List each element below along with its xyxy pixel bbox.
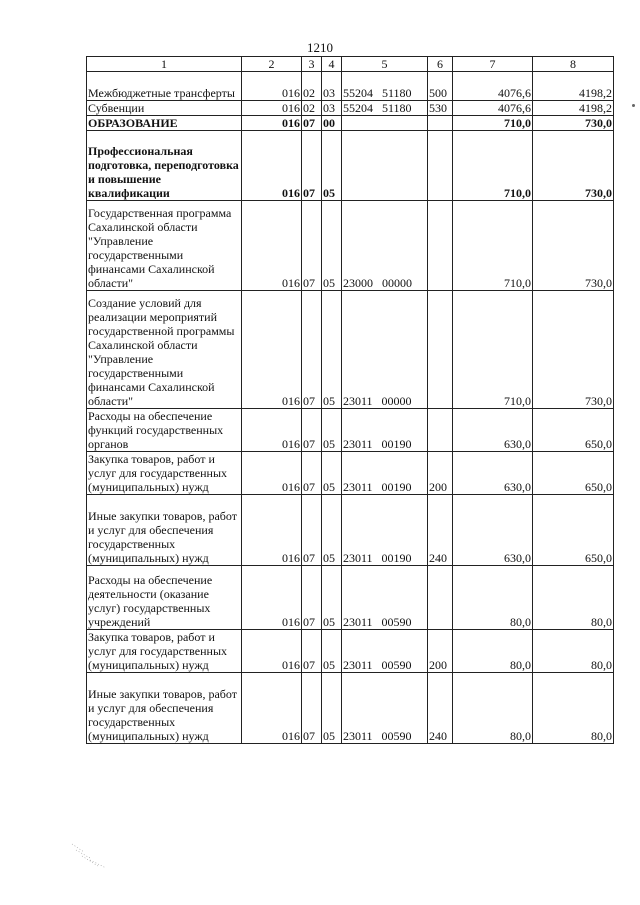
row-name-cell: Расходы на обеспечение функций государственных органов — [87, 409, 242, 452]
row-value-year2: 80,0 — [533, 630, 614, 673]
table-row — [87, 72, 614, 101]
row-ved-cell: 016 — [242, 409, 302, 452]
row-csr-cell: 23011 00590 — [342, 673, 428, 744]
row-value-year1: 4076,6 — [453, 101, 533, 116]
row-value-year1: 80,0 — [453, 630, 533, 673]
row-csr-cell: 23011 00190 — [342, 409, 428, 452]
row-pr-cell: 05 — [322, 409, 342, 452]
scan-artifact — [70, 840, 110, 870]
row-value-year2: 730,0 — [533, 116, 614, 131]
row-ved-cell: 016 — [242, 673, 302, 744]
row-value-year2: 4198,2 — [533, 72, 614, 101]
row-value-year2: 80,0 — [533, 566, 614, 630]
row-value-year2: 730,0 — [533, 201, 614, 291]
row-value-year1: 710,0 — [453, 116, 533, 131]
row-vr-cell — [428, 291, 453, 409]
row-pr-cell: 05 — [322, 495, 342, 566]
row-vr-cell: 200 — [428, 452, 453, 495]
row-csr-cell: 55204 51180 — [342, 101, 428, 116]
header-row — [87, 57, 614, 72]
row-ved-cell: 016 — [242, 201, 302, 291]
row-name-cell: Профессиональная подготовка, переподготовка и повышение квалификации — [87, 131, 242, 201]
row-csr-cell — [342, 131, 428, 201]
row-value-year1: 80,0 — [453, 673, 533, 744]
row-csr-cell: 23011 00590 — [342, 566, 428, 630]
row-ved-cell: 016 — [242, 566, 302, 630]
row-pr-cell: 05 — [322, 291, 342, 409]
header-cell: 8 — [533, 57, 614, 72]
row-value-year2: 80,0 — [533, 673, 614, 744]
row-value-year1: 710,0 — [453, 131, 533, 201]
row-value-year1: 630,0 — [453, 452, 533, 495]
row-value-year1: 630,0 — [453, 495, 533, 566]
row-value-year1: 710,0 — [453, 291, 533, 409]
table-row — [87, 495, 614, 566]
row-ved-cell: 016 — [242, 116, 302, 131]
row-name-cell: ОБРАЗОВАНИЕ — [87, 116, 242, 131]
row-ved-cell: 016 — [242, 630, 302, 673]
row-csr-cell: 23011 00190 — [342, 495, 428, 566]
page-number: 1210 — [307, 40, 333, 55]
row-name-cell: Иные закупки товаров, работ и услуг для обеспечения государственных (муниципальных) нужд — [87, 495, 242, 566]
row-pr-cell: 03 — [322, 72, 342, 101]
row-value-year1: 710,0 — [453, 201, 533, 291]
row-name-cell: Государственная программа Сахалинской области "Управление государственными финансами Сахалинской области" — [87, 201, 242, 291]
scan-dot — [632, 104, 635, 107]
row-value-year2: 4198,2 — [533, 101, 614, 116]
table-row — [87, 101, 614, 116]
row-value-year2: 650,0 — [533, 452, 614, 495]
row-vr-cell — [428, 116, 453, 131]
row-name-cell: Закупка товаров, работ и услуг для государственных (муниципальных) нужд — [87, 452, 242, 495]
row-name-cell: Иные закупки товаров, работ и услуг для обеспечения государственных (муниципальных) нужд — [87, 673, 242, 744]
table-row — [87, 116, 614, 131]
row-pr-cell: 03 — [322, 101, 342, 116]
row-vr-cell — [428, 131, 453, 201]
row-ved-cell: 016 — [242, 291, 302, 409]
table-row — [87, 291, 614, 409]
row-value-year2: 650,0 — [533, 409, 614, 452]
row-vr-cell: 500 — [428, 72, 453, 101]
table-row — [87, 566, 614, 630]
row-name-cell: Закупка товаров, работ и услуг для государственных (муниципальных) нужд — [87, 630, 242, 673]
table-row — [87, 201, 614, 291]
row-rz-cell: 02 — [302, 72, 322, 101]
row-rz-cell: 07 — [302, 673, 322, 744]
row-csr-cell: 23011 00590 — [342, 630, 428, 673]
table-row — [87, 630, 614, 673]
row-rz-cell: 07 — [302, 495, 322, 566]
row-csr-cell: 23011 00000 — [342, 291, 428, 409]
row-pr-cell: 05 — [322, 131, 342, 201]
row-rz-cell: 07 — [302, 291, 322, 409]
row-vr-cell: 240 — [428, 495, 453, 566]
header-cell: 4 — [322, 57, 342, 72]
row-rz-cell: 07 — [302, 452, 322, 495]
row-rz-cell: 07 — [302, 201, 322, 291]
row-pr-cell: 05 — [322, 673, 342, 744]
row-vr-cell: 240 — [428, 673, 453, 744]
row-pr-cell: 05 — [322, 566, 342, 630]
row-pr-cell: 05 — [322, 630, 342, 673]
row-pr-cell: 05 — [322, 452, 342, 495]
row-csr-cell: 55204 51180 — [342, 72, 428, 101]
row-rz-cell: 07 — [302, 409, 322, 452]
row-pr-cell: 00 — [322, 116, 342, 131]
row-vr-cell: 530 — [428, 101, 453, 116]
row-csr-cell: 23000 00000 — [342, 201, 428, 291]
row-name-cell: Межбюджетные трансферты — [87, 72, 242, 101]
row-name-cell: Субвенции — [87, 101, 242, 116]
row-ved-cell: 016 — [242, 452, 302, 495]
table-row — [87, 452, 614, 495]
row-rz-cell: 02 — [302, 101, 322, 116]
table-row — [87, 131, 614, 201]
header-cell: 5 — [342, 57, 428, 72]
row-csr-cell: 23011 00190 — [342, 452, 428, 495]
row-value-year2: 730,0 — [533, 131, 614, 201]
header-cell: 2 — [242, 57, 302, 72]
row-value-year1: 630,0 — [453, 409, 533, 452]
header-cell: 3 — [302, 57, 322, 72]
row-vr-cell — [428, 201, 453, 291]
row-name-cell: Расходы на обеспечение деятельности (оказание услуг) государственных учреждений — [87, 566, 242, 630]
row-ved-cell: 016 — [242, 72, 302, 101]
row-pr-cell: 05 — [322, 201, 342, 291]
row-vr-cell — [428, 566, 453, 630]
row-ved-cell: 016 — [242, 131, 302, 201]
table-row — [87, 673, 614, 744]
row-name-cell: Создание условий для реализации мероприятий государственной программы Сахалинской области "Управление государственными финансами Сахалинской области" — [87, 291, 242, 409]
header-cell: 1 — [87, 57, 242, 72]
row-rz-cell: 07 — [302, 131, 322, 201]
header-cell: 6 — [428, 57, 453, 72]
row-vr-cell — [428, 409, 453, 452]
row-value-year2: 730,0 — [533, 291, 614, 409]
row-rz-cell: 07 — [302, 630, 322, 673]
row-rz-cell: 07 — [302, 116, 322, 131]
row-csr-cell — [342, 116, 428, 131]
row-value-year2: 650,0 — [533, 495, 614, 566]
row-vr-cell: 200 — [428, 630, 453, 673]
budget-table — [86, 56, 614, 744]
row-value-year1: 4076,6 — [453, 72, 533, 101]
row-ved-cell: 016 — [242, 101, 302, 116]
header-cell: 7 — [453, 57, 533, 72]
row-rz-cell: 07 — [302, 566, 322, 630]
row-ved-cell: 016 — [242, 495, 302, 566]
table-row — [87, 409, 614, 452]
row-value-year1: 80,0 — [453, 566, 533, 630]
